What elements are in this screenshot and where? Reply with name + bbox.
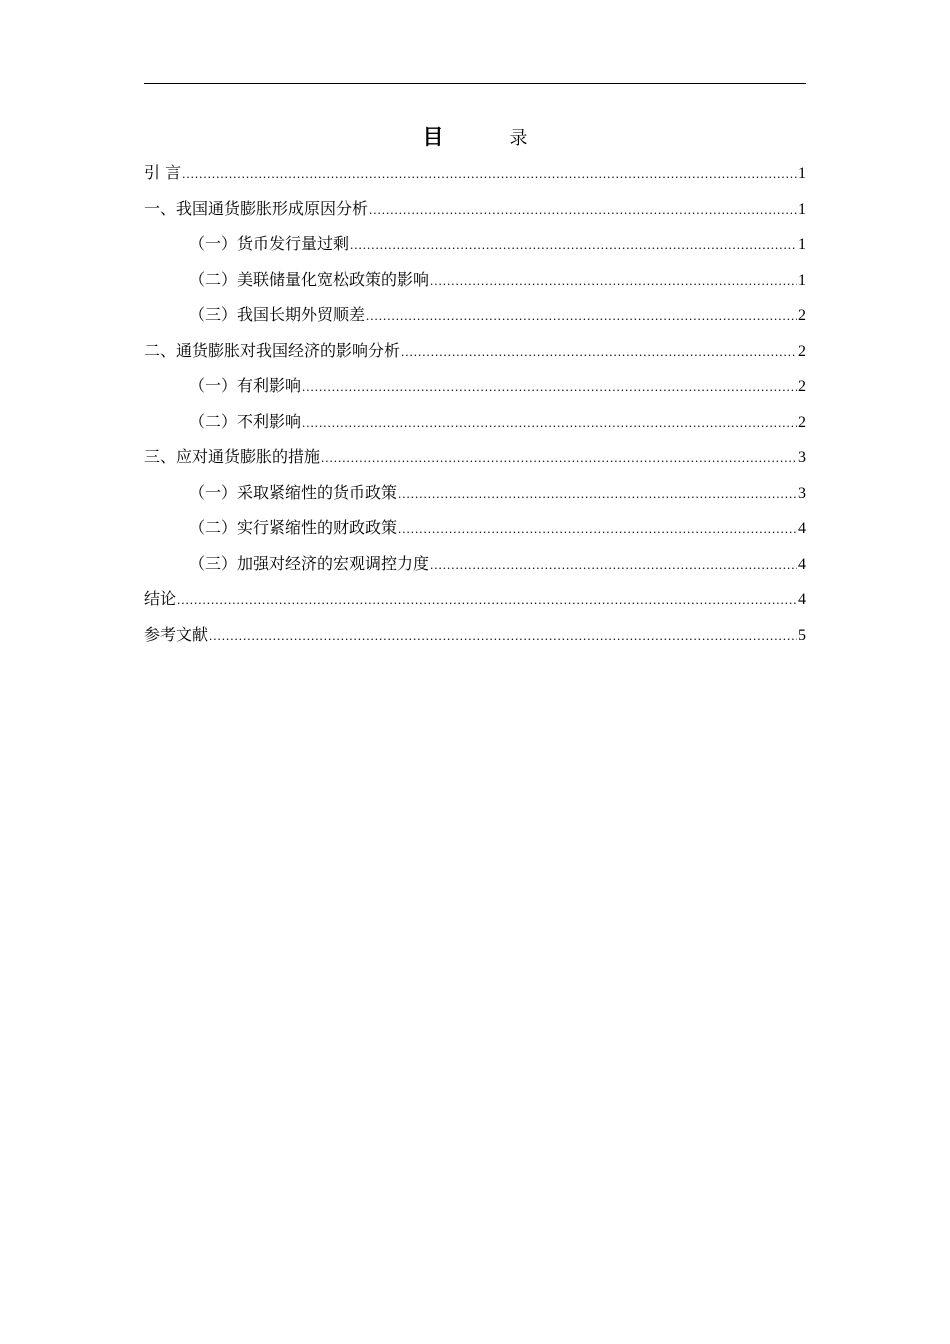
toc-leader-dots <box>430 263 797 299</box>
toc-entry-references[interactable] <box>144 617 806 653</box>
toc-entry-page: 4 <box>798 555 806 573</box>
toc-entry-page: 2 <box>798 307 806 324</box>
toc-entry-label: 参考文献 <box>144 624 209 644</box>
toc-entry-label: 二、通货膨胀对我国经济的影响分析 <box>144 340 401 360</box>
toc-entry-page: 1 <box>798 236 806 253</box>
toc-entry-label: （一）货币发行量过剩 <box>189 234 350 253</box>
toc-entry-section-2-2[interactable] <box>144 404 806 440</box>
toc-entry-label: 引 言 <box>144 163 182 182</box>
toc-leader-dots <box>398 511 797 547</box>
table-of-contents <box>144 155 806 652</box>
toc-entry-section-1-3[interactable] <box>144 297 806 333</box>
toc-title-char-1: 目 <box>422 124 444 149</box>
toc-entry-page: 2 <box>798 413 806 431</box>
toc-leader-dots <box>209 618 797 654</box>
toc-entry-page: 2 <box>798 342 806 360</box>
toc-entry-page: 4 <box>798 591 806 608</box>
toc-leader-dots <box>430 547 797 583</box>
toc-entry-section-1-2[interactable] <box>144 262 806 298</box>
toc-entry-intro[interactable] <box>144 155 806 191</box>
toc-entry-page: 3 <box>798 449 806 466</box>
toc-entry-label: 三、应对通货膨胀的措施 <box>144 447 321 466</box>
toc-leader-dots <box>350 227 797 263</box>
toc-entry-page: 2 <box>798 378 806 395</box>
toc-entry-page: 4 <box>798 520 806 537</box>
toc-entry-label: （二）不利影响 <box>189 411 302 431</box>
toc-leader-dots <box>302 369 797 405</box>
toc-leader-dots <box>177 582 797 618</box>
toc-entry-conclusion[interactable] <box>144 581 806 617</box>
toc-entry-section-2-1[interactable] <box>144 368 806 404</box>
toc-entry-label: （三）我国长期外贸顺差 <box>189 305 366 324</box>
toc-title-char-2: 录 <box>509 128 528 149</box>
toc-entry-label: （二）实行紧缩性的财政政策 <box>189 518 398 537</box>
toc-entry-section-3-1[interactable] <box>144 475 806 511</box>
toc-entry-page: 5 <box>798 626 806 644</box>
toc-entry-label: （二）美联储量化宽松政策的影响 <box>189 269 430 289</box>
toc-leader-dots <box>321 440 797 476</box>
toc-title <box>144 122 806 154</box>
toc-entry-section-1[interactable] <box>144 191 806 227</box>
toc-entry-label: （一）采取紧缩性的货币政策 <box>189 482 398 502</box>
toc-entry-page: 1 <box>798 200 806 218</box>
toc-entry-section-3[interactable] <box>144 439 806 475</box>
toc-entry-page: 1 <box>798 271 806 289</box>
toc-entry-section-3-2[interactable] <box>144 510 806 546</box>
toc-leader-dots <box>366 298 797 334</box>
toc-entry-section-1-1[interactable] <box>144 226 806 262</box>
toc-entry-section-2[interactable] <box>144 333 806 369</box>
toc-leader-dots <box>401 334 797 370</box>
toc-entry-label: （一）有利影响 <box>189 376 302 395</box>
toc-leader-dots <box>182 156 797 192</box>
toc-entry-section-3-3[interactable] <box>144 546 806 582</box>
toc-entry-label: 一、我国通货膨胀形成原因分析 <box>144 198 369 218</box>
toc-entry-label: （三）加强对经济的宏观调控力度 <box>189 553 430 573</box>
toc-leader-dots <box>302 405 797 441</box>
toc-entry-page: 3 <box>798 484 806 502</box>
toc-entry-label: 结论 <box>144 589 177 608</box>
toc-leader-dots <box>398 476 797 512</box>
toc-leader-dots <box>369 192 797 228</box>
header-rule <box>144 83 806 84</box>
toc-entry-page: 1 <box>798 165 806 182</box>
